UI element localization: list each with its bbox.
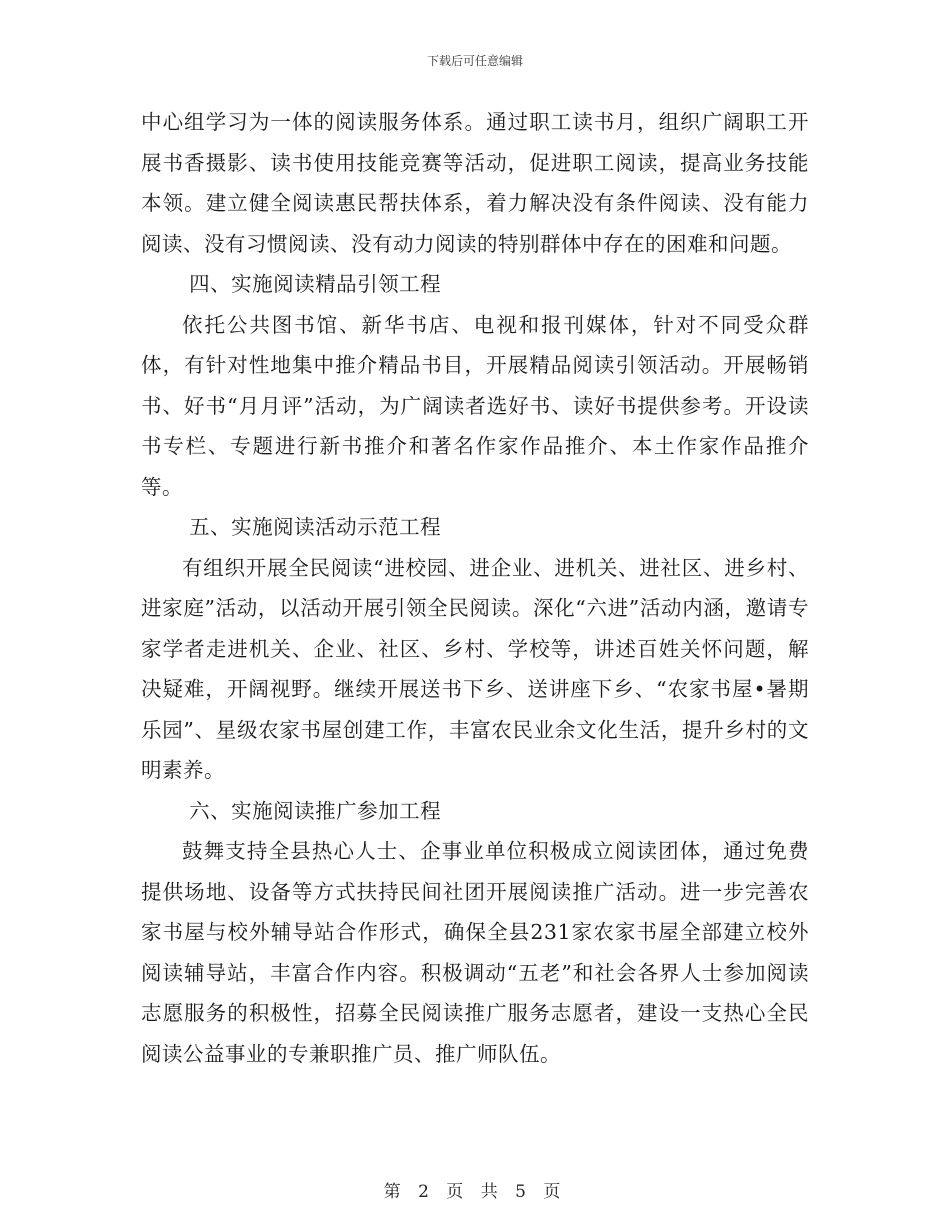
section-heading-5: 五、实施阅读活动示范工程 xyxy=(189,515,442,539)
paragraph-section-4: 依托公共图书馆、新华书店、电视和报刊媒体，针对不同受众群体，有针对性地集中推介精品书目，开展精品阅读引领活动。开展畅销书、好书“月月评”活动，为广阔读者选好书、读好书提供参考。开设读书专栏、专题进行新书推介和著名作家作品推介、本土作家作品推介等。 xyxy=(141,312,809,499)
section-heading-6: 六、实施阅读推广参加工程 xyxy=(189,798,442,823)
page-number: 第 2 页 共 5 页 xyxy=(383,1182,567,1202)
paragraph-section-5: 有组织开展全民阅读“进校园、进企业、进机关、进社区、进乡村、进家庭”活动，以活动开展引领全民阅读。深化“六进”活动内涵，邀请专家学者走进机关、企业、社区、乡村、学校等，讲述百姓关怀问题，解决疑难，开阔视野。继续开展送书下乡、送讲座下乡、“农家书屋•暑期乐园”、星级农家书屋创建工作，丰富农民业余文化生活，提升乡村的文明素养。 xyxy=(141,555,809,782)
document-body xyxy=(141,102,809,1074)
section-heading-4: 四、实施阅读精品引领工程 xyxy=(189,272,442,296)
page-header: 下载后可任意编辑 xyxy=(426,54,523,68)
paragraph-section-6: 鼓舞支持全县热心人士、企事业单位积极成立阅读团体，通过免费提供场地、设备等方式扶持民间社团开展阅读推广活动。进一步完善农家书屋与校外辅导站合作形式，确保全县231家农家书屋全部建立校外阅读辅导站，丰富合作内容。积极调动“五老”和社会各界人士参加阅读志愿服务的积极性，招募全民阅读推广服务志愿者，建设一支热心全民阅读公益事业的专兼职推广员、推广师队伍。 xyxy=(141,839,809,1066)
paragraph-continuation: 中心组学习为一体的阅读服务体系。通过职工读书月，组织广阔职工开展书香摄影、读书使用技能竞赛等活动，促进职工阅读，提高业务技能本领。建立健全阅读惠民帮扶体系，着力解决没有条件阅读、没有能力阅读、没有习惯阅读、没有动力阅读的特别群体中存在的困难和问题。 xyxy=(141,110,809,256)
